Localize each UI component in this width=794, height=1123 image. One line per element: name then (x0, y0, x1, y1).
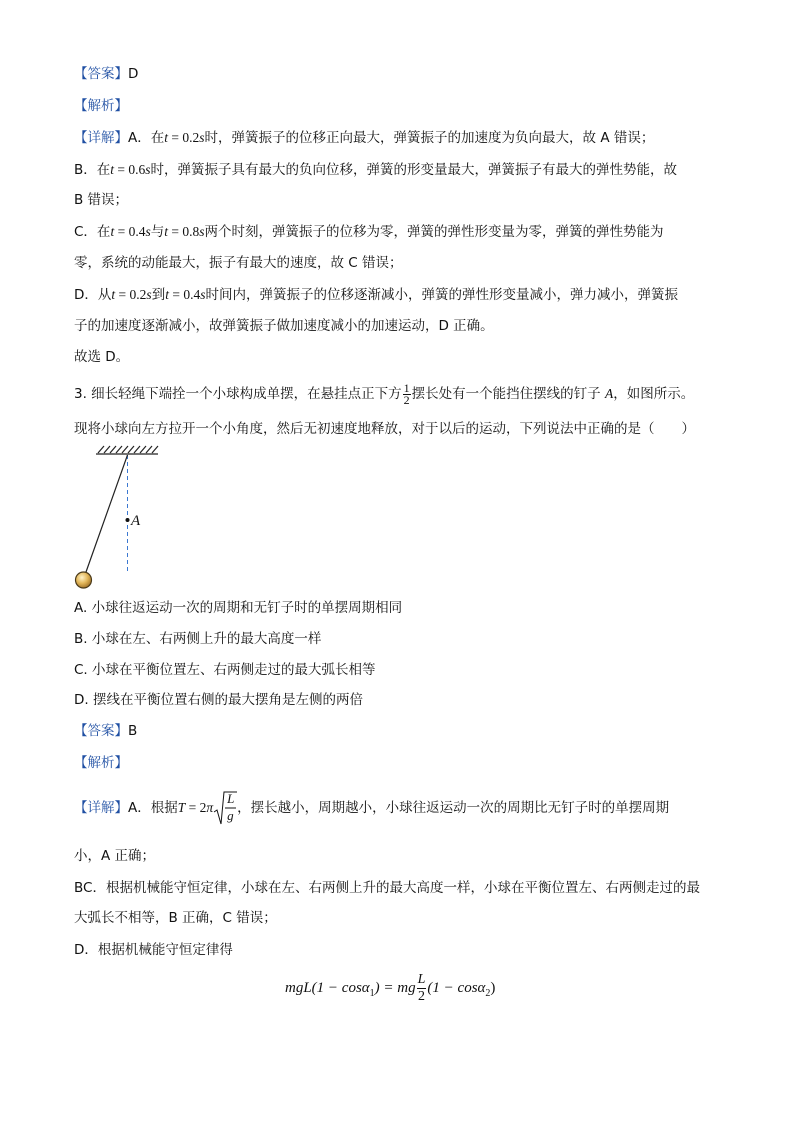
q2-answer-label: 【答案】 (74, 66, 128, 82)
q2-answer-line (74, 64, 138, 84)
ceiling-hatch (96, 446, 158, 454)
nail-point (126, 518, 130, 522)
q2-detail-line-d2: 子的加速度逐渐减小，故弹簧振子做加速度减小的加速运动，D 正确。 (74, 318, 494, 334)
q3-option-a: A. 小球往返运动一次的周期和无钉子时的单摆周期相同 (74, 600, 403, 616)
pendulum-figure (70, 444, 170, 594)
q3-answer-label: 【答案】 (74, 723, 128, 739)
q2-conclusion: 故选 D。 (74, 349, 130, 365)
q3-detail-line-a: 【详解】A．根据T = 2π L g ，摆长越小，周期越小，小球往返运动一次的周期比无钉子时的单摆周期 (74, 788, 669, 828)
sqrt-expression: L g (213, 790, 237, 826)
q3-detail-line-bc1: BC．根据机械能守恒定律，小球在左、右两侧上升的最大高度一样，小球在平衡位置左、右两侧走过的最 (74, 880, 700, 896)
q2-detail-line-c2: 零，系统的动能最大，振子有最大的速度，故 C 错误； (74, 255, 403, 271)
q2-answer-value: D (128, 66, 139, 82)
q3-analysis-label: 【解析】 (74, 755, 128, 771)
q3-detail-line-d: D．根据机械能守恒定律得 (74, 942, 233, 958)
q3-option-c: C. 小球在平衡位置左、右两侧走过的最大弧长相等 (74, 662, 376, 678)
q3-detail-label: 【详解】 (74, 800, 128, 816)
q3-detail-line-bc2: 大弧长不相等，B 正确，C 错误； (74, 910, 277, 926)
q3-option-d: D. 摆线在平衡位置右侧的最大摆角是左侧的两倍 (74, 692, 363, 708)
q2-detail-line-a: 【详解】A．在t = 0.2s时，弹簧振子的位移正向最大，弹簧振子的加速度为负向最大，故 A 错误； (74, 130, 655, 146)
q3-stem-line1: 3. 细长轻绳下端拴一个小球构成单摆，在悬挂点正下方 $\frac{1}{2}$ 摆长处有一个能挡住摆线的钉子 A，如图所示。 (74, 380, 695, 407)
q3-option-b: B. 小球在左、右两侧上升的最大高度一样 (74, 631, 322, 647)
q3-answer-value: B (128, 723, 138, 739)
pendulum-ball (76, 572, 92, 588)
q2-analysis-label: 【解析】 (74, 98, 128, 114)
pendulum-string (86, 455, 128, 572)
nail-label: A (131, 513, 141, 529)
q2-detail-line-b1: B．在t = 0.6s时，弹簧振子具有最大的负向位移，弹簧的形变量最大，弹簧振子有最大的弹性势能，故 (74, 162, 678, 178)
q2-detail-line-b2: B 错误； (74, 192, 129, 208)
q3-stem-line2: 现将小球向左方拉开一个小角度，然后无初速度地释放，对于以后的运动，下列说法中正确的是（ ） (74, 421, 695, 437)
q2-detail-line-c1: C．在t = 0.4s与t = 0.8s两个时刻，弹簧振子的位移为零，弹簧的弹性形变量为零，弹簧的弹性势能为 (74, 224, 664, 240)
q3-detail-line-a2: 小，A 正确； (74, 848, 156, 864)
q3-fraction: $\frac{1}{2}$ (403, 380, 410, 407)
q2-detail-line-d1: D．从t = 0.2s到t = 0.4s时间内，弹簧振子的位移逐渐减小，弹簧的弹性形变量减小，弹力减小，弹簧振 (74, 287, 678, 303)
energy-equation: mgL(1 − cosα$_1$) = mg $\frac{L}{2}$ (1 − cosα$_2$) (285, 972, 496, 1005)
q2-detail-label: 【详解】 (74, 130, 128, 146)
q3-answer-line (74, 721, 137, 741)
eq-fraction: $\frac{L}{2}$ (417, 972, 426, 1005)
